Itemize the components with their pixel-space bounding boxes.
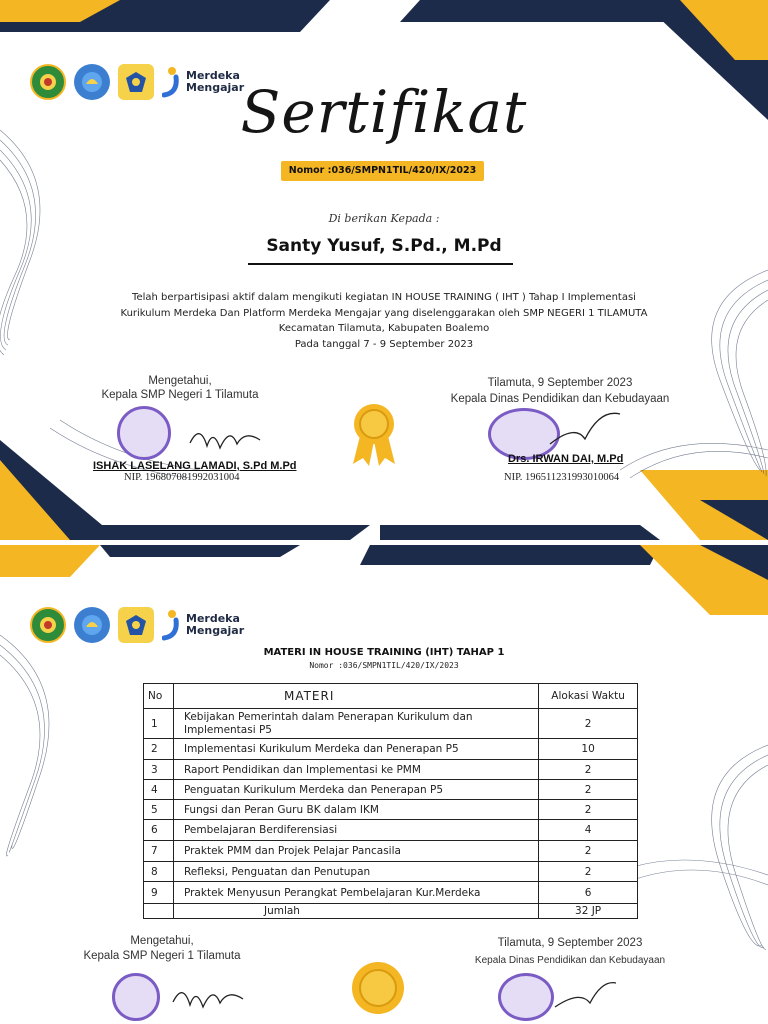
table-row [144,841,638,862]
school-stamp [117,406,171,460]
body-line-1: Telah berpartisipasi aktif dalam mengikuti kegiatan IN HOUSE TRAINING ( IHT ) Tahap I Implementasi [132,292,636,303]
materi-right-sign-block [455,937,685,966]
certificate-body [60,290,708,352]
row-jam: 2 [539,862,638,882]
materi-title: MATERI IN HOUSE TRAINING (IHT) TAHAP 1 [263,647,505,658]
row-jam: 2 [539,841,638,862]
right-signature-scribble [545,404,625,454]
row-no: 5 [144,800,174,820]
right-sign-block [440,377,680,405]
regency-emblem-icon [118,607,154,643]
total-no [144,904,174,919]
body-line-2: Kurikulum Merdeka Dan Platform Merdeka Mengajar yang diselenggarakan oleh SMP NEGERI 1 TILAMUTA [120,307,648,319]
table-row [144,709,638,739]
table-row [144,760,638,780]
department-stamp [498,973,554,1021]
row-jam: 2 [539,709,638,739]
row-materi: Praktek PMM dan Projek Pelajar Pancasila [173,841,538,862]
row-materi: Kebijakan Pemerintah dalam Penerapan Kurikulum dan Implementasi P5 [173,709,538,739]
merdeka-mengajar-logo [162,608,244,642]
provincial-emblem-icon [30,607,66,643]
given-to-label: Di berikan Kepada : [328,212,440,225]
materi-logo-row [30,607,244,643]
header-no: No [144,684,174,709]
left-sign-line-2: Kepala SMP Negeri 1 Tilamuta [101,389,259,401]
certificate-number: Nomor :036/SMPN1TIL/420/IX/2023 [281,161,484,181]
brand-line-2: Mengajar [186,624,245,637]
brand-line-1: Merdeka [186,612,240,625]
materi-left-sign-line-1: Mengetahui, [130,935,194,947]
materi-right-sign-line-2: Kepala Dinas Pendidikan dan Kebudayaan [474,955,666,966]
left-sign-name: ISHAK LASELANG LAMADI, S.Pd M.Pd [93,460,297,472]
brand-text [186,613,244,637]
row-materi: Pembelajaran Berdiferensiasi [173,820,538,841]
gold-medal-icon [350,960,406,1016]
table-row [144,780,638,800]
row-no: 8 [144,862,174,882]
total-label: Jumlah [173,904,538,919]
header-alokasi: Alokasi Waktu [539,684,638,709]
certificate-title: Sertifikat [240,78,528,146]
row-jam: 10 [539,739,638,760]
materi-right-sign-line-1: Tilamuta, 9 September 2023 [497,937,643,949]
table-header-row [144,684,638,709]
award-ribbon-icon [349,402,399,468]
row-jam: 6 [539,882,638,904]
body-line-3: Kecamatan Tilamuta, Kabupaten Boalemo [278,323,490,334]
materi-left-sign-line-2: Kepala SMP Negeri 1 Tilamuta [83,950,241,962]
table-row [144,739,638,760]
table-total-row [144,904,638,919]
row-jam: 2 [539,760,638,780]
table-row [144,882,638,904]
materi-table [143,683,638,919]
left-sign-line-1: Mengetahui, [148,375,212,387]
merdeka-mengajar-icon [162,608,182,642]
row-materi: Raport Pendidikan dan Implementasi ke PMM [173,760,538,780]
row-jam: 4 [539,820,638,841]
row-no: 3 [144,760,174,780]
right-sign-name: Drs. IRWAN DAI, M.Pd [508,453,624,465]
table-row [144,800,638,820]
row-no: 7 [144,841,174,862]
row-materi: Praktek Menyusun Perangkat Pembelajaran Kur.Merdeka [173,882,538,904]
brand-line-1: Merdeka [186,69,240,82]
row-jam: 2 [539,780,638,800]
materi-left-sign-block [62,935,262,962]
left-signature-scribble [168,977,248,1017]
materi-number: Nomor :036/SMPN1TIL/420/IX/2023 [309,661,459,670]
left-sign-nip: NIP. 196807081992031004 [124,472,240,483]
row-no: 9 [144,882,174,904]
row-materi: Implementasi Kurikulum Merdeka dan Penerapan P5 [173,739,538,760]
recipient-underline [248,263,513,265]
row-materi: Penguatan Kurikulum Merdeka dan Penerapan P5 [173,780,538,800]
tut-wuri-handayani-icon [74,607,110,643]
right-signature-scribble [550,975,620,1015]
right-sign-nip: NIP. 196511231993010064 [504,472,620,483]
body-line-4: Pada tanggal 7 - 9 September 2023 [294,338,474,350]
row-no: 1 [144,709,174,739]
row-no: 2 [144,739,174,760]
school-stamp [112,973,160,1021]
row-no: 6 [144,820,174,841]
left-signature-scribble [185,418,265,458]
right-sign-line-1: Tilamuta, 9 September 2023 [487,377,633,389]
header-materi: MATERI [173,684,538,709]
row-jam: 2 [539,800,638,820]
brand-line-2: Mengajar [186,81,245,94]
table-row [144,820,638,841]
materi-page [0,545,768,1024]
left-sign-block [80,375,280,401]
row-no: 4 [144,780,174,800]
row-materi: Fungsi dan Peran Guru BK dalam IKM [173,800,538,820]
recipient-name: Santy Yusuf, S.Pd., M.Pd [266,236,502,256]
total-value: 32 JP [539,904,638,919]
right-sign-line-2: Kepala Dinas Pendidikan dan Kebudayaan [450,393,670,405]
table-row [144,862,638,882]
row-materi: Refleksi, Penguatan dan Penutupan [173,862,538,882]
